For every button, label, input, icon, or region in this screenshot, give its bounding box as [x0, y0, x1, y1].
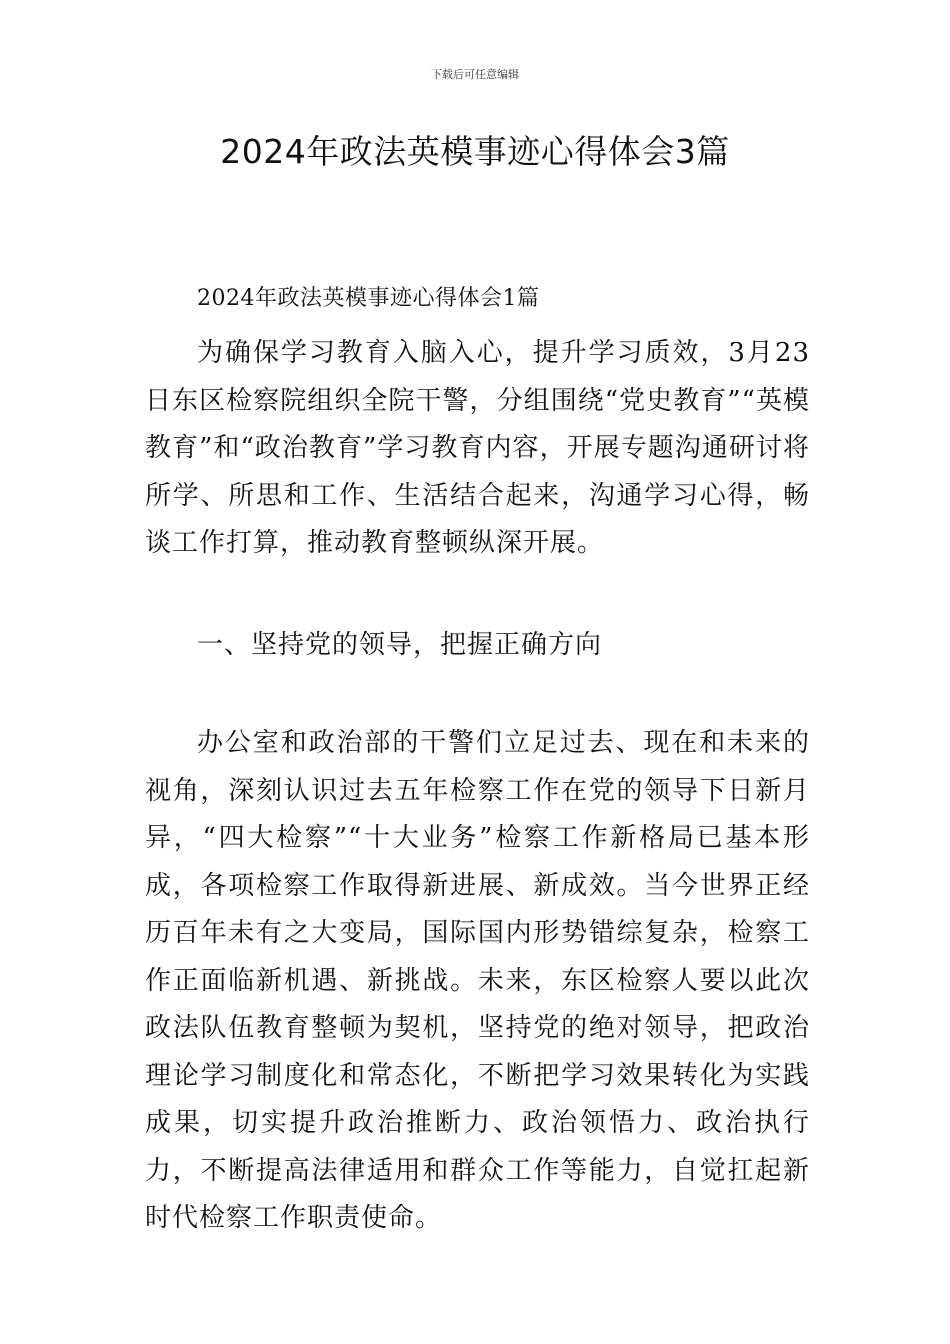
sub-heading: 2024年政法英模事迹心得体会1篇: [197, 286, 540, 311]
header-note: 下载后可任意编辑: [431, 68, 519, 81]
section-heading-1: 一、坚持党的领导，把握正确方向: [197, 630, 603, 660]
paragraph-intro: 为确保学习教育入脑入心，提升学习质效，3月23日东区检察院组织全院干警，分组围绕“党史教育”“英模教育”和“政治教育”学习教育内容，开展专题沟通研讨将所学、所思和工作、生活结合起来，沟通学习心得，畅谈工作打算，推动教育整顿纵深开展。: [145, 338, 810, 558]
paragraph-section-1: 办公室和政治部的干警们立足过去、现在和未来的视角，深刻认识过去五年检察工作在党的领导下日新月异，“四大检察”“十大业务”检察工作新格局已基本形成，各项检察工作取得新进展、新成效。当今世界正经历百年未有之大变局，国际国内形势错综复杂，检察工作正面临新机遇、新挑战。未来，东区检察人要以此次政法队伍教育整顿为契机，坚持党的绝对领导，把政治理论学习制度化和常态化，不断把学习效果转化为实践成果，切实提升政治推断力、政治领悟力、政治执行力，不断提高法律适用和群众工作等能力，自觉扛起新时代检察工作职责使命。: [145, 728, 810, 1233]
document-title: 2024年政法英模事迹心得体会3篇: [220, 132, 730, 171]
